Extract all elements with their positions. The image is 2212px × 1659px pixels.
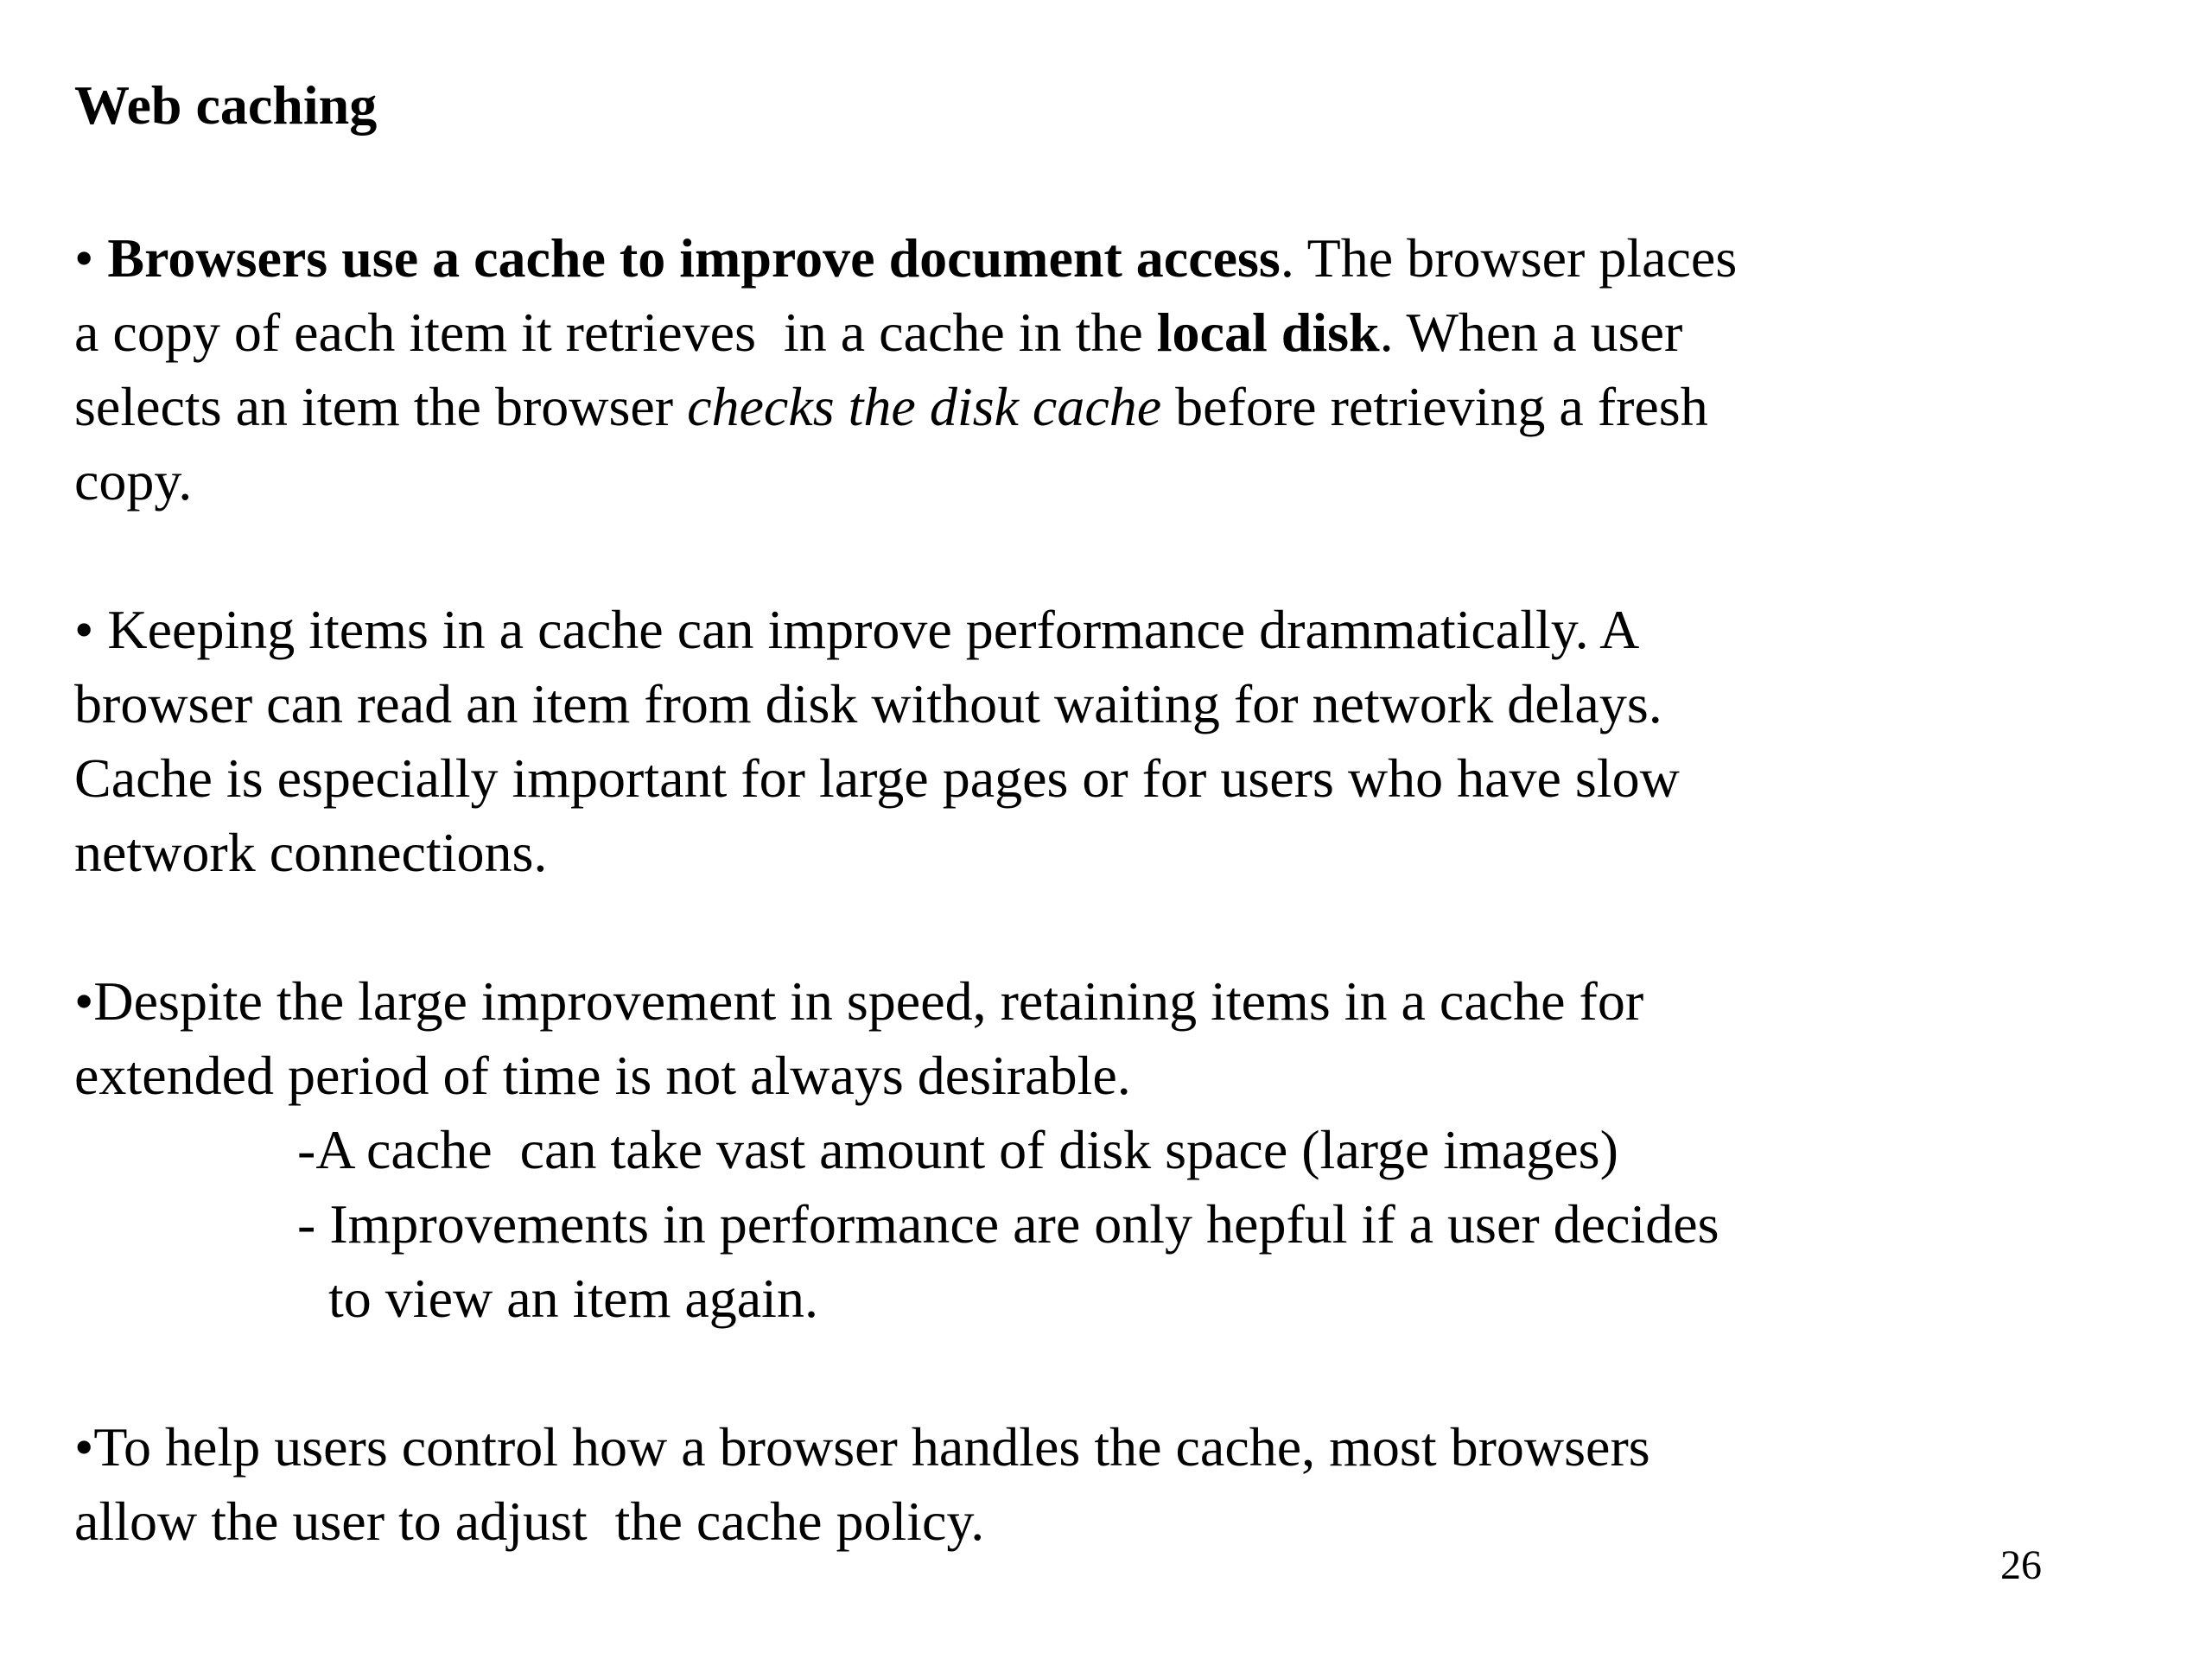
bold-phrase-browsers-use-cache: Browsers use a cache to improve document access xyxy=(107,227,1281,289)
text-fragment: . The browser places xyxy=(1280,227,1738,289)
text-fragment: a copy of each item it retrieves in a cache in the xyxy=(74,302,1157,363)
italic-phrase-checks-disk-cache: checks the disk cache xyxy=(687,376,1162,437)
sub-item-performance: - Improvements in performance are only hepful if a user decides xyxy=(297,1193,1719,1255)
text-fragment: selects an item the browser xyxy=(74,376,688,437)
paragraph-drawbacks xyxy=(74,964,2062,1336)
text-fragment: before retrieving a fresh xyxy=(1161,376,1708,437)
paragraph-line xyxy=(74,296,2062,370)
paragraph-line xyxy=(74,370,2062,444)
bold-phrase-local-disk: local disk xyxy=(1156,302,1380,363)
sub-item-disk-space: -A cache can take vast amount of disk space (large images) xyxy=(297,1119,1618,1180)
sub-item-continuation: to view an item again. xyxy=(328,1268,818,1329)
paragraph-browser-cache xyxy=(74,221,2062,518)
paragraph-cache-policy xyxy=(74,1410,2062,1559)
paragraph-line xyxy=(74,221,2062,296)
paragraph-line: •Despite the large improvement in speed, retaining items in a cache for xyxy=(74,970,1644,1032)
paragraph-line: Cache is especially important for large pages or for users who have slow xyxy=(74,747,1680,809)
page-number: 26 xyxy=(2000,1542,2042,1588)
paragraph-line: • Keeping items in a cache can improve performance drammatically. A xyxy=(74,599,1640,660)
paragraph-line: network connections. xyxy=(74,822,548,883)
paragraph-line: browser can read an item from disk without waiting for network delays. xyxy=(74,673,1662,734)
bullet: • xyxy=(74,227,108,289)
paragraph-line: copy. xyxy=(74,450,193,512)
paragraph-performance xyxy=(74,593,2062,890)
text-fragment: . When a user xyxy=(1379,302,1683,363)
paragraph-line: allow the user to adjust the cache policy. xyxy=(74,1491,985,1552)
paragraph-line: extended period of time is not always desirable. xyxy=(74,1045,1131,1106)
slide-title: Web caching xyxy=(74,74,378,136)
paragraph-line: •To help users control how a browser handles the cache, most browsers xyxy=(74,1416,1650,1478)
